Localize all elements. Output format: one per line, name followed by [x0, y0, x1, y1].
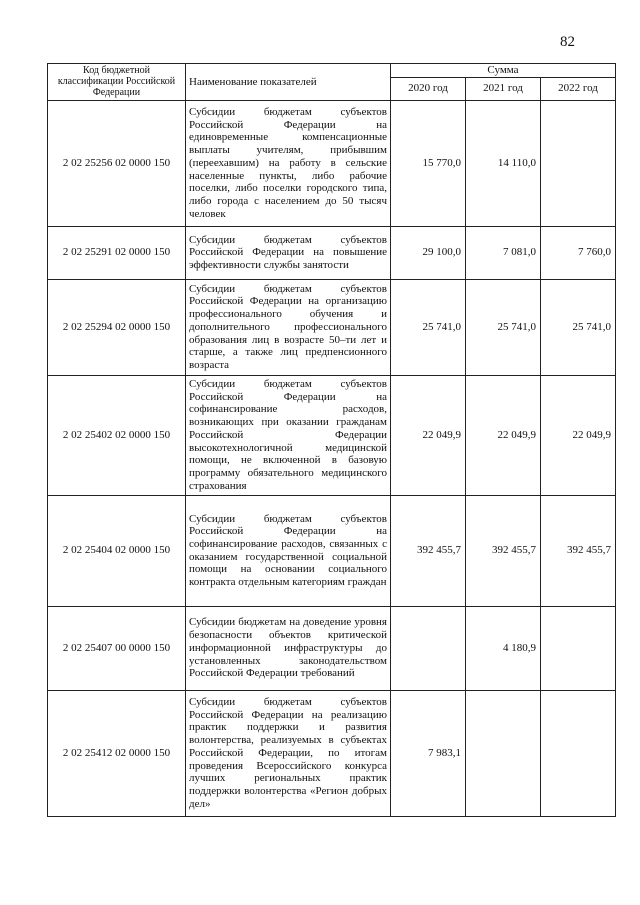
- row-value-2022: [541, 606, 616, 690]
- row-name: Субсидии бюджетам субъектов Российской Федерации на реализацию практик поддержки и развития волонтерства, реализуемых в субъектах Российской Федерации, по итогам проведения Всероссийского конкурса лучших региональных практик поддержки волонтерства «Регион добрых дел»: [186, 690, 391, 816]
- row-value-2021: 4 180,9: [466, 606, 541, 690]
- row-value-2020: [391, 606, 466, 690]
- header-year-2020: 2020 год: [391, 77, 466, 100]
- row-code: 2 02 25291 02 0000 150: [48, 226, 186, 279]
- row-name: Субсидии бюджетам субъектов Российской Федерации на повышение эффективности службы занятости: [186, 226, 391, 279]
- row-name: Субсидии бюджетам субъектов Российской Федерации на софинансирование расходов, связанных с оказанием государственной социальной помощи на основании социального контракта отдельным категориям граждан: [186, 495, 391, 606]
- row-code: 2 02 25294 02 0000 150: [48, 279, 186, 375]
- table-row: [48, 279, 616, 375]
- row-value-2021: 7 081,0: [466, 226, 541, 279]
- header-year-2021: 2021 год: [466, 77, 541, 100]
- row-value-2020: 25 741,0: [391, 279, 466, 375]
- table-row: [48, 690, 616, 816]
- row-value-2022: 7 760,0: [541, 226, 616, 279]
- header-year-2022: 2022 год: [541, 77, 616, 100]
- page-number: 82: [560, 34, 575, 50]
- table-row: [48, 495, 616, 606]
- header-sum: Сумма: [391, 64, 616, 78]
- row-code: 2 02 25256 02 0000 150: [48, 100, 186, 226]
- row-name: Субсидии бюджетам субъектов Российской Федерации на единовременные компенсационные выплаты учителям, прибывшим (переехавшим) на работу в сельские населенные пункты, либо рабочие поселки, либо поселки городского типа, либо города с населением до 50 тысяч человек: [186, 100, 391, 226]
- header-name: Наименование показателей: [186, 64, 391, 101]
- row-value-2020: 392 455,7: [391, 495, 466, 606]
- row-value-2022: [541, 100, 616, 226]
- row-code: 2 02 25412 02 0000 150: [48, 690, 186, 816]
- header-code: Код бюджетной классификации Российской Федерации: [48, 64, 186, 101]
- row-name: Субсидии бюджетам субъектов Российской Федерации на организацию профессионального обучения и дополнительного профессионального образования лиц в возрасте 50–ти лет и старше, а также лиц предпенсионного возраста: [186, 279, 391, 375]
- table-row: [48, 606, 616, 690]
- row-value-2022: [541, 690, 616, 816]
- row-value-2022: 25 741,0: [541, 279, 616, 375]
- table-row: [48, 100, 616, 226]
- row-code: 2 02 25407 00 0000 150: [48, 606, 186, 690]
- row-code: 2 02 25402 02 0000 150: [48, 375, 186, 495]
- row-value-2022: 392 455,7: [541, 495, 616, 606]
- row-code: 2 02 25404 02 0000 150: [48, 495, 186, 606]
- row-name: Субсидии бюджетам субъектов Российской Федерации на софинансирование расходов, возникающих при оказании гражданам Российской Федерации высокотехнологичной медицинской помощи, не включенной в базовую программу обязательного медицинского страхования: [186, 375, 391, 495]
- row-value-2020: 22 049,9: [391, 375, 466, 495]
- row-value-2021: 25 741,0: [466, 279, 541, 375]
- row-name: Субсидии бюджетам на доведение уровня безопасности объектов критической информационной инфраструктуры до установленных законодательством Российской Федерации требований: [186, 606, 391, 690]
- row-value-2021: [466, 690, 541, 816]
- table-row: [48, 226, 616, 279]
- row-value-2022: 22 049,9: [541, 375, 616, 495]
- row-value-2021: 392 455,7: [466, 495, 541, 606]
- table-row: [48, 375, 616, 495]
- budget-table: [47, 63, 616, 817]
- row-value-2021: 22 049,9: [466, 375, 541, 495]
- row-value-2020: 29 100,0: [391, 226, 466, 279]
- row-value-2021: 14 110,0: [466, 100, 541, 226]
- row-value-2020: 15 770,0: [391, 100, 466, 226]
- row-value-2020: 7 983,1: [391, 690, 466, 816]
